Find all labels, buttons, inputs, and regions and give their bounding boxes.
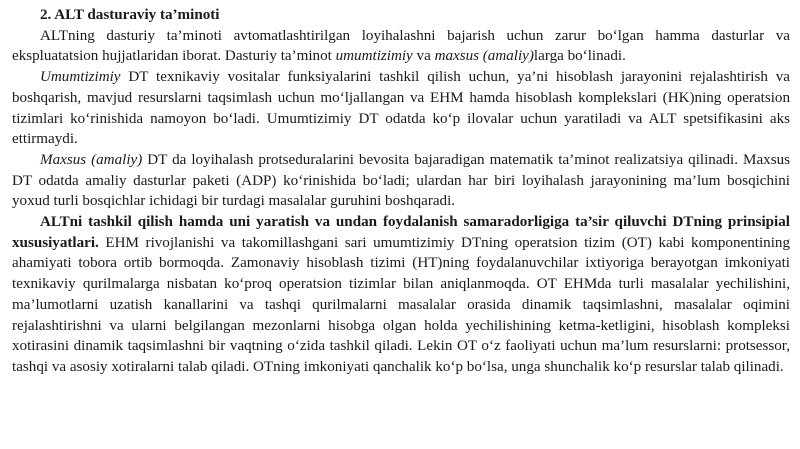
paragraph-intro-text-3: larga bo‘linadi. bbox=[533, 48, 626, 65]
paragraph-intro bbox=[12, 26, 790, 67]
paragraph-maxsus-text: DT da loyihalash protseduralarini bevosita bajaradigan matematik ta’minot realizatsiya qilinadi. Maxsus DT odatda amaliy dasturlar paketi (ADP) ko‘rinishida bo‘ladi; ulardan har biri loyihalash jarayonining ma’lum bosqichini yoxud turli bosqichlar ichidagi bir turdagi masalalar guruhini boshqaradi. bbox=[12, 151, 790, 210]
paragraph-principles-text: EHM rivojlanishi va takomillashgani sari umumtizimiy DTning operatsion tizim (OT) kabi komponentining ahamiyati tobora ortib bormoqda. Zamonaviy hisoblash tizimi (HT)ning foydalanuvchilar ixtiyoriga berayotgan imkoniyati texnikaviy qurilmalarga nisbatan ko‘proq operatsion tizimlar bilan aniqlanmoqda. OT EHMda turli masalalar yechilishini, ma’lumotlarni uzatish kanallarini va tashqi qurilmalarni masalalar orasida dinamik taqsimlashni, masalalar oqimini rejalashtirishni va ularni belgilangan mezonlarni hisobga olgan holda yechilishining ketma-ketligini, hisoblash kompleksi xotirasini dinamik taqsimlashni bir vaqtning o‘zida tashkil qiladi. Lekin OT o‘z faoliyati uchun ma’lum resurslarni: protsessor, tashqi va asosiy xotiralarni talab qiladi. OTning imkoniyati qanchalik ko‘p bo‘lsa, unga shunchalik ko‘p resurslar talab qilinadi. bbox=[12, 234, 790, 375]
paragraph-principles bbox=[12, 212, 790, 378]
principles-heading: ALTni tashkil qilish hamda uni yaratish va undan foydalanish samaradorligiga ta’sir qiluvchi DTning prinsipial xususiyatlari. bbox=[12, 214, 790, 251]
term-maxsus-lead: Maxsus (amaliy) bbox=[40, 151, 143, 168]
section-heading: 2. ALT dasturaviy ta’minoti bbox=[40, 7, 220, 23]
term-umumtizimiy-lead: Umumtizimiy bbox=[40, 69, 121, 86]
paragraph-intro-text-1: ALTning dasturiy ta’minoti avtomatlashtirilgan loyihalashni bajarish uchun zarur bo‘lgan hamma dasturlar va ekspluatatsion hujjatlaridan iborat. Dasturiy ta’minot bbox=[12, 27, 790, 65]
term-maxsus: maxsus (amaliy) bbox=[434, 48, 534, 65]
paragraph-maxsus bbox=[12, 150, 790, 212]
paragraph-umumtizimiy bbox=[12, 67, 790, 150]
paragraph-intro-text-2: va bbox=[412, 48, 435, 65]
paragraph-umumtizimiy-text: DT texnikaviy vositalar funksiyalarini tashkil qilish uchun, ya’ni hisoblash jarayonini rejalashtirish va boshqarish, mavjud resurslarni taqsimlash uchun mo‘ljallangan va EHM hamda hisoblash komplekslari (HK)ning operatsion tizimlari ko‘rinishida namoyon bo‘ladi. Umumtizimiy DT odatda ko‘p ilovalar uchun yaratiladi va ALT spetsifikasini aks ettirmaydi. bbox=[12, 69, 790, 148]
term-umumtizimiy: umumtizimiy bbox=[335, 48, 413, 65]
